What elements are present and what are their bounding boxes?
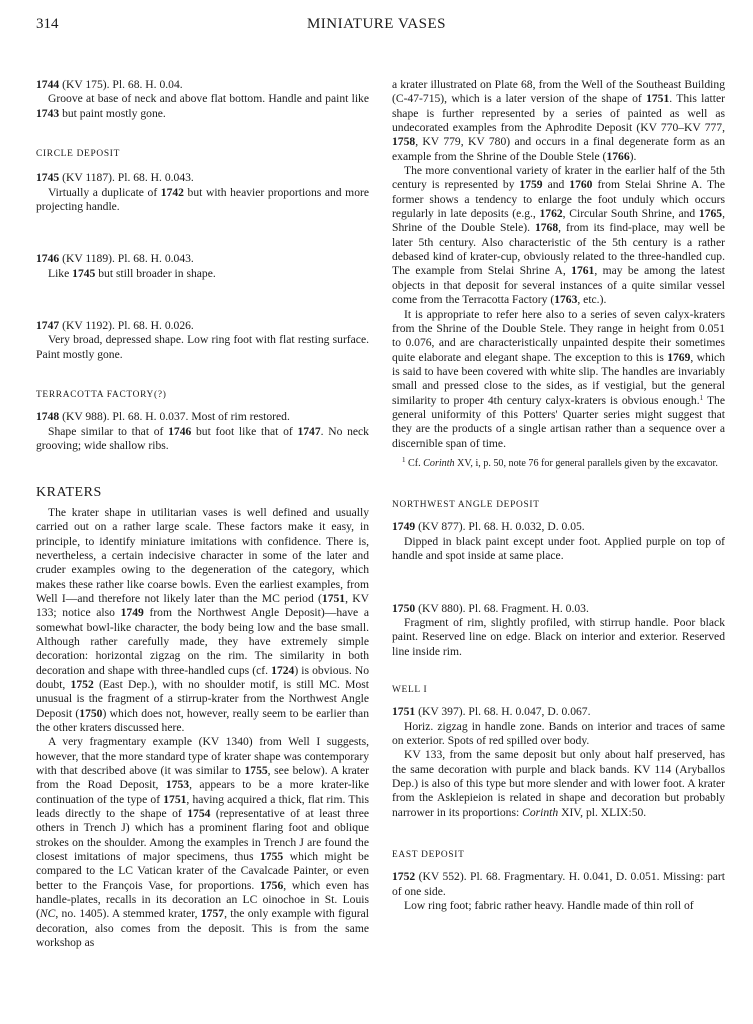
left-column bbox=[36, 78, 369, 951]
entry-1745-description: Virtually a duplicate of 1742 but with heavier proportions and more projecting handle. bbox=[36, 185, 369, 214]
section-well-i: WELL I bbox=[392, 684, 428, 695]
entry-1744-description: Groove at base of neck and above flat bottom. Handle and paint like 1743 but paint mostly gone. bbox=[36, 92, 369, 120]
kraters-paragraph-4: The more conventional variety of krater in the earlier half of the 5th century is represented by 1759 and 1760 from Stelai Shrine A. The former shows a tendency to enlarge the foot unduly which occurs regularly in late deposits (e.g., 1762, Circular South Shrine, and 1765, Shrine of the Double Stele). 1768, from its find-place, may well be later 5th century. Also characteristic of the 5th century is a rather debased kind of krater-cup, obviously related to the three-handled cup. The example from Stelai Shrine A, 1761, may be among the latest objects in that deposit for several instances of a quite similar vessel come from the Terracotta Factory (1763, etc.). bbox=[392, 164, 726, 307]
entry-1744-heading: 1744 (KV 175). Pl. 68. H. 0.04. bbox=[36, 78, 183, 91]
section-east-deposit: EAST DEPOSIT bbox=[392, 849, 465, 860]
kraters-paragraph-5: It is appropriate to refer here also to a series of seven calyx-kraters from the Shrine of the Double Stele. They range in height from 0.051 to 0.076, and are characteristically unpainted despite their sometimes quite elaborate and elegant shape. The exception to this is 1769, which is said to have been covered with white slip. The handles are invariably small and pressed close to the sides, as if vestigial, but the general similarity to proper 4th century calyx-kraters is obvious enough.$^1$ The general uniformity of this Potters' Quarter series might suggest that they are the products of a single artisan rather than a sequence over a discernible span of time. bbox=[392, 307, 725, 450]
entry-1751-description: Horiz. zigzag in handle zone. Bands on interior and traces of same on exterior. Spots of red spilled over body. bbox=[392, 719, 725, 747]
entry-1748-description: Shape similar to that of 1746 but foot like that of 1747. No neck grooving; wide shallow ribs. bbox=[36, 424, 369, 453]
running-title: MINIATURE VASES bbox=[306, 16, 447, 32]
entry-1751-note: KV 133, from the same deposit but only about half preserved, has the same decoration with purple and black bands. KV 114 (Aryballos Dep.) is also of this type but more slender and with lower foot. A krater from the Asklepieion is related in shape and decoration but probably narrower in its proportions: Corinth XIV, pl. XLIX:50. bbox=[392, 748, 725, 819]
entry-1748-heading: 1748 (KV 988). Pl. 68. H. 0.037. Most of rim restored. bbox=[36, 410, 290, 424]
entry-1752-heading: 1752 (KV 552). Pl. 68. Fragmentary. H. 0.041, D. 0.051. Missing: part of one side. bbox=[392, 870, 725, 898]
section-kraters: KRATERS bbox=[36, 484, 102, 500]
entry-1752-description: Low ring foot; fabric rather heavy. Handle made of thin roll of bbox=[404, 899, 694, 913]
entry-1750-description: Fragment of rim, slightly profiled, with stirrup handle. Poor black paint. Reserved line on edge. Black on interior and exterior. Reserved line inside rim. bbox=[392, 615, 725, 658]
section-circle-deposit: CIRCLE DEPOSIT bbox=[36, 149, 121, 160]
kraters-paragraph-2: A very fragmentary example (KV 1340) from Well I suggests, however, that the more standard type of krater shape was contemporary with that described above (it was similar to 1755, see below). A krater from the Road Deposit, 1753, appears to be a more krater-like continuation of the type of 1751, having acquired a thick, flat rim. This leads directly to the shape of 1754 (representative of at least three others in Trench J) which has a prominent flaring foot and oblique strokes on the shoulder. Among the examples in Trench J are found the closest imitations of major specimens, thus 1755 which might be compared to the LC Vatican krater of the Cavalcade Painter, or even better to the François Vase, for proportions. 1756, which even has handle-plates, recalls in its decoration an LC oinochoe in St. Louis (NC, no. 1405). A stemmed krater, 1757, the only example with figural decoration, also comes from the deposit. This is from the same workshop as bbox=[36, 735, 370, 950]
entry-1746-heading: 1746 (KV 1189). Pl. 68. H. 0.043. bbox=[36, 252, 194, 266]
entry-1747-description: Very broad, depressed shape. Low ring foot with flat resting surface. Paint mostly gone. bbox=[36, 333, 369, 361]
entry-1745-heading: 1745 (KV 1187). Pl. 68. H. 0.043. bbox=[36, 171, 194, 185]
entry-1749-description: Dipped in black paint except under foot. Applied purple on top of handle and spot inside at same place. bbox=[392, 534, 725, 563]
entry-1750-heading: 1750 (KV 880). Pl. 68. Fragment. H. 0.03. bbox=[392, 601, 589, 615]
kraters-paragraph-1: The krater shape in utilitarian vases is well defined and usually carried out on a rather large scale. These factors make it easy, in principle, to identify miniature imitations with confidence. There is, nevertheless, a certain indecisive character in some of the later and cruder examples owing to the degeneration of the category, which makes these rather like coarse bowls. Even the earliest examples, from Well I—and therefore not likely later than the MC period (1751, KV 133; notice also 1749 from the Northwest Angle Deposit)—have a somewhat bowl-like character, the body being low and the base small. Although rather carefully made, they have extremely simple decoration: horizontal zigzag on the rim. The similarity in both decoration and shape with three-handled cups (cf. 1724) is obvious. No doubt, 1752 (East Dep.), with no shoulder motif, is still MC. Most unusual is the fragment of a stirrup-krater from the Northwest Angle Deposit (1750) which does not, however, really seem to be earlier than the other kraters discussed here. bbox=[36, 505, 370, 734]
section-terracotta-factory: TERRACOTTA FACTORY(?) bbox=[36, 390, 167, 401]
kraters-paragraph-3: a krater illustrated on Plate 68, from the Well of the Southeast Building (C-47-715), which is a later version of the shape of 1751. This latter shape is further represented by a series of painted as well as undecorated examples from the Aphrodite Deposit (KV 770–KV 777, 1758, KV 779, KV 780) and occurs in a final degenerate form as an example from the Shrine of the Double Stele (1766). bbox=[392, 78, 726, 163]
right-column bbox=[392, 78, 725, 913]
entry-1751-heading: 1751 (KV 397). Pl. 68. H. 0.047, D. 0.067. bbox=[392, 705, 591, 719]
entry-1749-heading: 1749 (KV 877). Pl. 68. H. 0.032, D. 0.05. bbox=[392, 520, 585, 534]
section-northwest-angle-deposit: NORTHWEST ANGLE DEPOSIT bbox=[392, 500, 540, 511]
page-number: 314 bbox=[36, 16, 59, 32]
entry-1747-heading: 1747 (KV 1192). Pl. 68. H. 0.026. bbox=[36, 319, 194, 333]
entry-1746-description: Like 1745 but still broader in shape. bbox=[48, 266, 216, 280]
page-header bbox=[36, 16, 717, 38]
footnote-1: $^1$ Cf. Corinth XV, i, p. 50, note 76 for general parallels given by the excavator. bbox=[402, 455, 718, 469]
